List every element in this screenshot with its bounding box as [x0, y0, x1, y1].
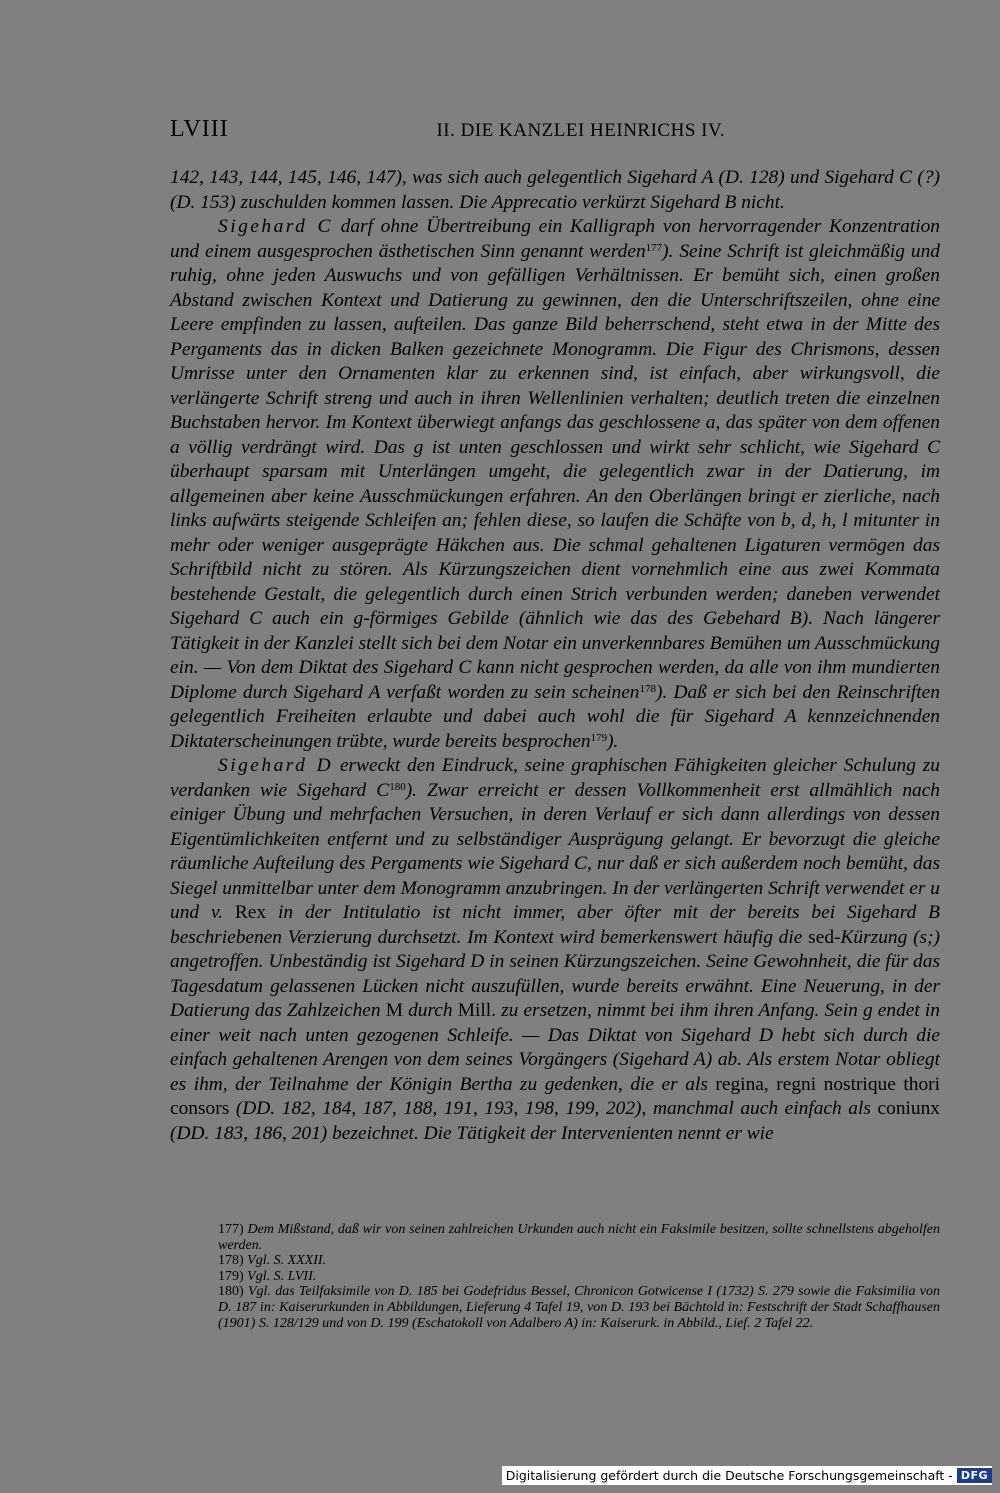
dfg-logo-icon: DFG [957, 1468, 992, 1483]
paragraph-text: (DD. 183, 186, 201) bezeichnet. Die Tätigkeit der Intervenienten nennt er wie [170, 1122, 774, 1144]
footnote-number: 177) [218, 1222, 244, 1237]
footnote [218, 1222, 940, 1253]
footnote [218, 1269, 940, 1285]
paragraph-text: durch [402, 1000, 458, 1021]
paragraph-text: ). [607, 730, 619, 752]
paragraph-text: ). Daß er sich bei den Reinschriften gelegentlich Freiheiten erlaubte und dabei auch wohl die für Sigehard A kennzeichnenden Diktaterscheinungen trübte, wurde bereits besprochen [170, 681, 940, 752]
footnote-text: Dem Mißstand, daß wir von seinen zahlreichen Urkunden auch nicht ein Faksimile besitzen, sollte schnellstens abgeholfen werden. [218, 1222, 940, 1253]
dfg-credit [502, 1466, 992, 1485]
page-header [170, 116, 940, 146]
footnote [218, 1284, 940, 1331]
latin-term: Rex [234, 902, 267, 923]
paragraph-2 [170, 215, 940, 754]
footnote-text: Vgl. S. XXXII. [247, 1253, 327, 1269]
paragraph-text: ). Seine Schrift ist gleichmäßig und ruhig, ohne jeden Auswuchs und von gefälligen Verhältnissen. Er bemüht sich, einen großen Abstand zwischen Kontext und Datierung zu gewinnen, den die Unterschriftszeilen, ohne eine Leere empfinden zu lassen, aufteilen. Das ganze Bild beherrschend, steht etwa in der Mitte des Pergaments das in dicken Balken gezeichnete Monogramm. Die Figur des Chrismons, dessen Umrisse unter den Ornamenten klar zu erkennen sind, ist einfach, aber wirkungsvoll, die verlängerte Schrift streng und auch in ihren Wellenlinien verhalten; deutlich treten die einzelnen Buchstaben hervor. Im Kontext überwiegt anfangs das geschlossene a, das später von dem offenen a völlig verdrängt wird. Das g ist unten geschlossen und wirkt sehr schlicht, wie Sigehard C überhaupt sparsam mit Unterlängen umgeht, die gelegentlich zwar in der Datierung, im allgemeinen aber keine Ausschmückungen erfahren. An den Oberlängen bringt er zierliche, nach links aufwärts steigende Schleifen an; fehlen diese, so laufen die Schäfte von b, d, h, l mitunter in mehr oder weniger ausgeprägte Häkchen aus. Die schmal gehaltenen Ligaturen vermögen das Schriftbild nicht zu stören. Als Kürzungszeichen dient vornehmlich eine aus zwei Kommata bestehende Gestalt, die gelegentlich durch einen Strich verbunden werden; daneben verwendet Sigehard C auch ein g-förmiges Gebilde (ähnlich wie das des Gebehard B). Nach längerer Tätigkeit in der Kanzlei stellt sich bei dem Notar ein unverkennbares Bemühen um Ausschmückung ein. — Von dem Diktat des Sigehard C kann nicht gesprochen werden, da alle von ihm mundierten Diplome durch Sigehard A verfaßt worden zu sein scheinen [170, 240, 940, 703]
paragraph-text: (DD. 182, 184, 187, 188, 191, 193, 198, 199, 202), manchmal auch einfach als [229, 1098, 878, 1119]
latin-term: regina, regni nostrique thori consors [170, 1073, 940, 1119]
footnote [218, 1253, 940, 1269]
scribe-name: Sigehard D [218, 755, 334, 776]
footnote-text: Vgl. S. LVII. [247, 1268, 317, 1284]
footnote-ref[interactable]: 177 [645, 241, 663, 254]
paragraph-text: ). Zwar erreicht er dessen Vollkommenheit erst allmählich nach einiger Übung und mehrfachen Versuchen, in deren Verlauf er sich dann allerdings von dessen Eigentümlichkeiten entfernt und zu selbständiger Ausprägung gelangt. Er bevorzugt die gleiche räumliche Aufteilung des Pergaments wie Sigehard C, nur daß er sich außerdem noch bemüht, das Siegel unmittelbar unter dem Monogramm anzubringen. In der verlängerten Schrift verwendet er u und v. [170, 779, 941, 923]
footnote-number: 178) [218, 1253, 244, 1269]
paragraph-text: -Kürzung (s;) angetroffen. Unbeständig ist Sigehard D in seinen Kürzungszeichen. Seine Gewohnheit, die für das Tagesdatum gelassenen Lücken nicht auszufüllen, wurde bereits erwähnt. Eine Neuerung, in der Datierung das Zahlzeichen [170, 926, 940, 1021]
credit-text: Digitalisierung gefördert durch die Deutsche Forschungsgemeinschaft - [505, 1468, 953, 1483]
page-number: LVIII [170, 116, 229, 142]
paragraph-text: erweckt den Eindruck, seine graphischen Fähigkeiten gleicher Schulung zu verdanken wie Sigehard C [170, 755, 940, 801]
main-text [170, 166, 940, 1146]
running-title: II. DIE KANZLEI HEINRICHS IV. [436, 120, 725, 141]
footnote-ref[interactable]: 179 [590, 731, 608, 744]
footnote-text: Vgl. das Teilfaksimile von D. 185 bei Godefridus Bessel, Chronicon Gotwicense I (1732) S. 279 sowie die Faksimilia von D. 187 in: Kaiserurkunden in Abbildungen, Lieferung 4 Tafel 19, von D. 193 bei Bächtold in: Festschrift der Stadt Schaffhausen (1901) S. 128/129 und von D. 199 (Eschatokoll von Adalbero A) in: Kaiserurk. in Abbild., Lief. 2 Tafel 22. [218, 1284, 941, 1331]
latin-term: Mill. [457, 1000, 496, 1021]
footnotes [218, 1222, 940, 1331]
latin-term: coniunx [877, 1098, 940, 1119]
footnote-ref[interactable]: 178 [639, 682, 657, 695]
paragraph-text: zu ersetzen, nimmt bei ihm ihren Anfang. Sein g endet in einer weit nach unten gezogenen Schleife. — Das Diktat von Sigehard D hebt sich durch die einfach gehaltenen Arengen von dem seines Vorgängers (Sigehard A) ab. Als erstem Notar obliegt es ihm, der Teilnahme der Königin Bertha zu gedenken, die er als [170, 1000, 940, 1095]
scribe-name: Sigehard C [218, 216, 333, 237]
paragraph-1: 142, 143, 144, 145, 146, 147), was sich auch gelegentlich Sigehard A (D. 128) und Sigehard C (?) (D. 153) zuschulden kommen lassen. Die Apprecatio verkürzt Sigehard B nicht. [170, 167, 940, 213]
latin-term: M [385, 1000, 403, 1021]
footnote-ref[interactable]: 180 [389, 780, 406, 793]
paragraph-text: in der Intitulatio ist nicht immer, aber öfter mit der bereits bei Sigehard B beschriebenen Verzierung durchsetzt. Im Kontext wird bemerkenswert häufig die [170, 902, 941, 948]
footnote-number: 179) [218, 1268, 244, 1284]
paragraph-3 [170, 754, 940, 1146]
latin-term: sed [808, 926, 835, 948]
paragraph-text: darf ohne Übertreibung ein Kalligraph von hervorragender Konzentration und einem ausgesprochen ästhetischen Sinn genannt werden [170, 216, 940, 262]
footnote-number: 180) [218, 1284, 244, 1300]
